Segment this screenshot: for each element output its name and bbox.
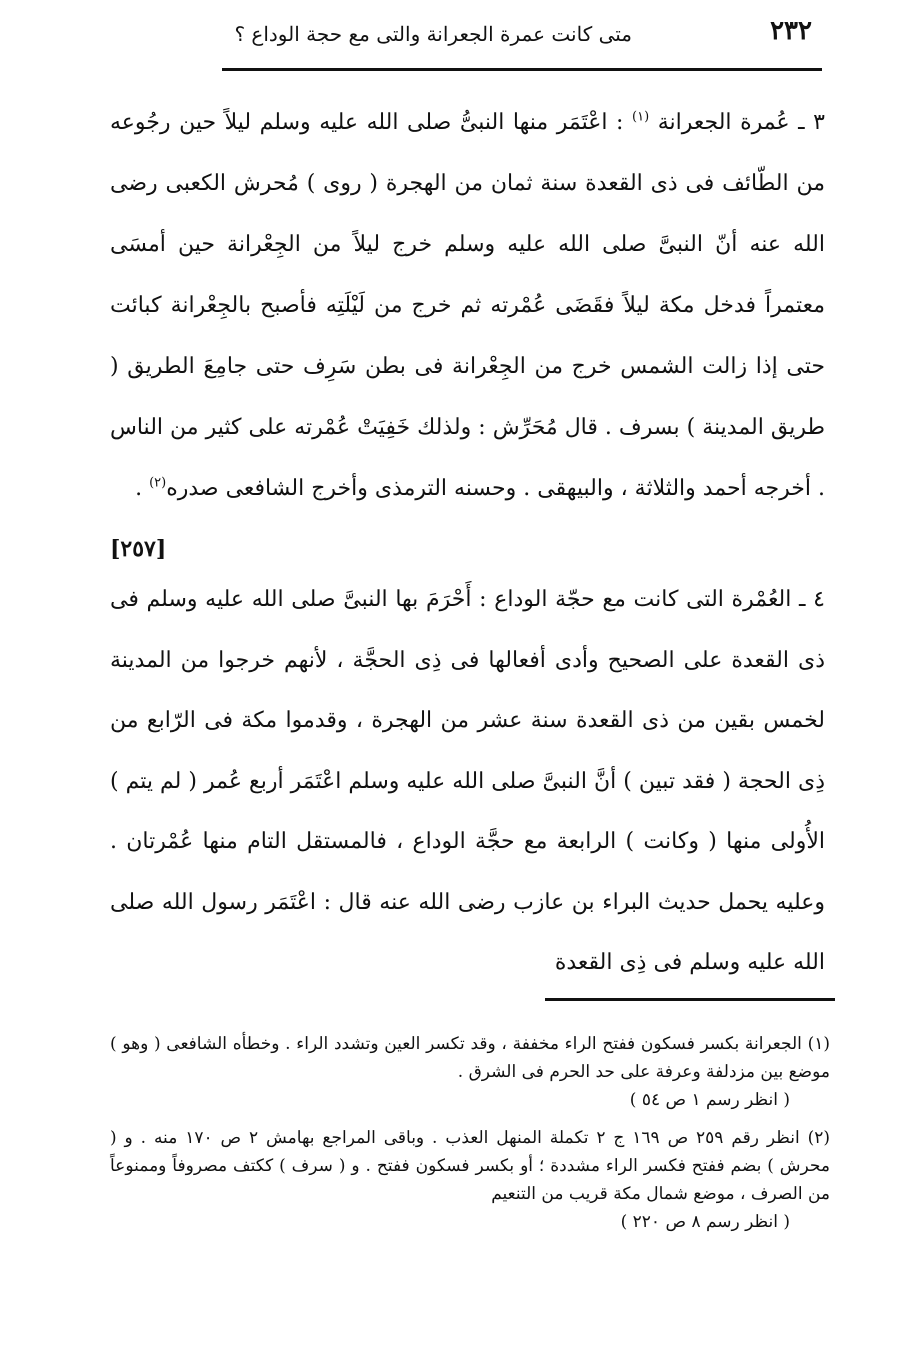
footnote-marker-2: (٢) — [149, 475, 167, 491]
footnote-separator — [545, 998, 835, 1001]
paragraph-body: أَحْرَمَ بها النبىَّ صلى الله عليه وسلم فى ذى القعدة على الصحيح وأدى أفعالها فى ذِى الحجَّة ، لأنهم خرجوا من المدينة لخمس بقين من ذى القعدة سنة عشر من الهجرة ، وقدموا مكة فى الرّابع من ذِى الحجة ( فقد تبين ) أنَّ النبىَّ صلى الله عليه وسلم اعْتَمَر أربع عُمر ( لم يتم ) الأُولى منها ( وكانت ) الرابعة مع حجَّة الوداع ، فالمستقل التام منها عُمْرتان . وعليه يحمل حديث البراء بن عازب رضى الله عنه قال : اعْتَمَر رسول الله صلى الله عليه وسلم فى ذِى القعدة — [110, 587, 825, 975]
paragraph-umrat-al-jiirana — [110, 92, 825, 580]
page-number: ٢٣٢ — [770, 16, 812, 46]
paragraph-body: : اعْتَمَر منها النبىُّ صلى الله عليه وسلم ليلاً حين رجُوعه من الطّائف فى ذى القعدة سنة ثمان من الهجرة ( روى ) مُحرش الكعبى رضى الله عنه أنّ النبىَّ صلى الله عليه وسلم خرج ليلاً من الجِعْرانة حين أمسَى معتمراً فدخل مكة ليلاً فقَضَى عُمْرته ثم خرج من لَيْلَتِه فأصبح بالجِعْرانة كبائت حتى إذا زالت الشمس خرج من الجِعْرانة فى بطن سَرِف حتى جامِعَ الطريق ( طريق المدينة ) بسرف . قال مُحَرِّش : ولذلك خَفِيَتْ عُمْرته على كثير من الناس . أخرجه أحمد والثلاثة ، والبيهقى . وحسنه الترمذى وأخرج الشافعى صدره — [110, 110, 825, 501]
hadith-reference-number: [٢٥٧] — [110, 536, 167, 562]
page-header — [222, 14, 822, 54]
footnote-2 — [110, 1124, 830, 1236]
footnote-citation: ( انظر رسم ٨ ص ٢٢٠ ) — [620, 1212, 790, 1232]
footnotes — [110, 1030, 830, 1246]
paragraph-end: . — [135, 476, 143, 501]
running-title: متى كانت عمرة الجعرانة والتى مع حجة الوداع ؟ — [234, 22, 632, 46]
paragraph-umra-hajj-al-wada — [110, 570, 825, 994]
footnote-text: (١) الجعرانة بكسر فسكون ففتح الراء مخففة ، وقد تكسر العين وتشدد الراء . وخطأه الشافعى ( وهو ) موضع بين مزدلفة وعرفة على حد الحرم فى الشرق . — [110, 1034, 830, 1082]
footnote-1 — [110, 1030, 830, 1114]
footnote-citation: ( انظر رسم ١ ص ٥٤ ) — [629, 1090, 790, 1110]
paragraph-lead: ٤ ـ العُمْرة التى كانت مع حجّة الوداع : — [479, 587, 825, 612]
paragraph-lead: ٣ ـ عُمرة الجعرانة — [657, 110, 825, 135]
footnote-text: (٢) انظر رقم ٢٥٩ ص ١٦٩ ج ٢ تكملة المنهل العذب . وباقى المراجع بهامش ٢ ص ١٧٠ منه . و ( محرش ) بضم ففتح فكسر الراء مشددة ؛ أو بكسر فسكون ففتح . و ( سرف ) ككتف مصروفاً وممنوعاً من الصرف ، موضع شمال مكة قريب من التنعيم — [110, 1128, 830, 1204]
footnote-marker-1: (١) — [632, 109, 650, 125]
header-rule — [222, 68, 822, 71]
